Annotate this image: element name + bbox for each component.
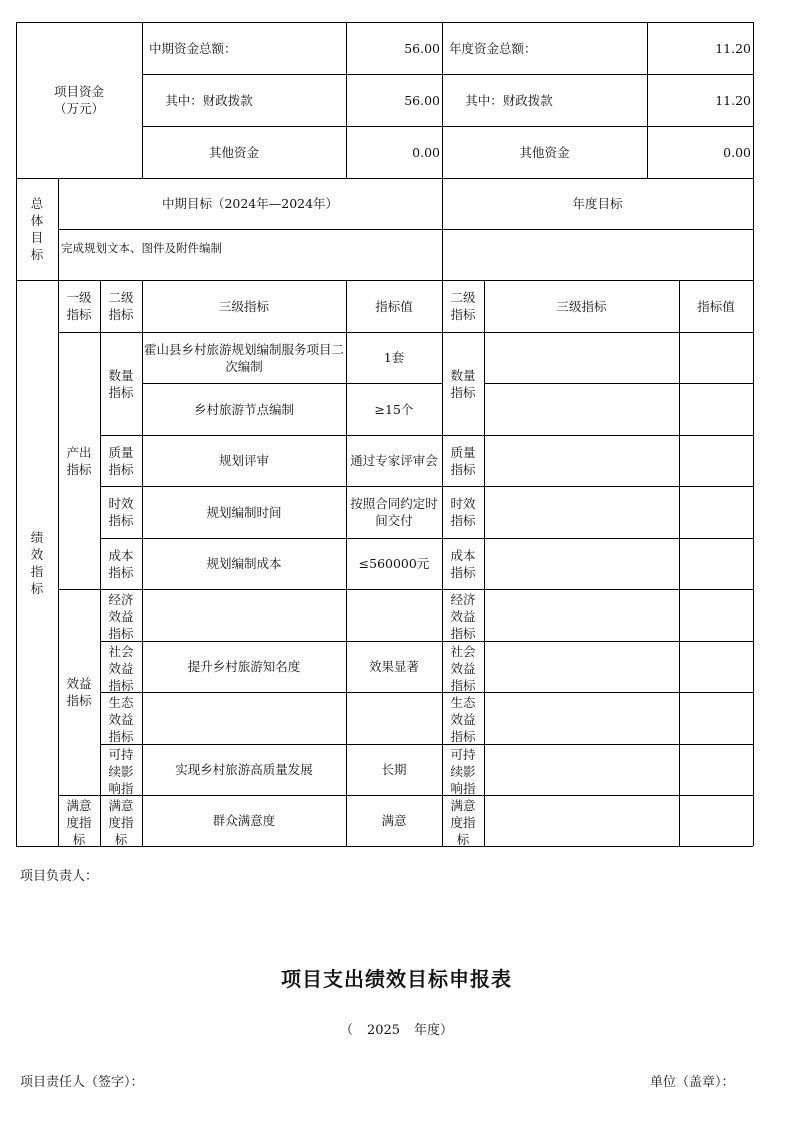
- row-6-level2-right: 社会 效益 指标: [450, 644, 476, 693]
- funds-label: 项目资金 （万元）: [53, 84, 104, 116]
- quantity-indicator-label: 数量 指标: [108, 367, 134, 400]
- header-level3: 三级指标: [218, 298, 269, 314]
- header-level2: 二级 指标: [108, 290, 134, 322]
- row-5-level2: 经济 效益 指标: [108, 592, 134, 641]
- satisfaction-indicator-label: 满意 度指 标: [66, 798, 92, 847]
- benefit-indicator-label: 效益 指标: [66, 676, 92, 708]
- row-5-value: [346, 589, 442, 641]
- report-year: [0, 1019, 793, 1038]
- row-9-level2-right: 满意 度指 标: [450, 798, 476, 847]
- output-indicator-label: 产出 指标: [66, 444, 92, 477]
- row-3-level3: 规划编制时间: [206, 504, 282, 520]
- row-3-value: 按照合同约定时间交付: [350, 496, 438, 528]
- row-2-value: 通过专家评审会: [350, 453, 438, 468]
- row-2-level2: 质量 指标: [108, 444, 134, 477]
- annual-fiscal-value: 11.20: [715, 92, 751, 108]
- mid-total-label: 中期资金总额：: [149, 40, 237, 56]
- row-3-level2: 时效 指标: [108, 496, 134, 528]
- row-7-value: [346, 692, 442, 744]
- row-9-value: 满意: [381, 813, 407, 828]
- row-6-level2: 社会 效益 指标: [108, 644, 134, 693]
- row-4-level2-right: 成本 指标: [450, 547, 476, 580]
- row-5-level2-right: 经济 效益 指标: [450, 592, 476, 641]
- mid-total-value: 56.00: [404, 40, 440, 56]
- row-4-level3: 规划编制成本: [206, 556, 282, 571]
- row-4-level2: 成本 指标: [108, 547, 134, 580]
- header-value-right: 指标值: [697, 298, 735, 314]
- row-6-value: 效果显著: [368, 659, 419, 674]
- annual-goal-text: [442, 229, 753, 280]
- header-level2-right: 二级 指标: [450, 290, 476, 322]
- mid-goal-text: 完成规划文本、图件及附件编制: [61, 240, 222, 255]
- annual-other-value: 0.00: [723, 144, 751, 160]
- document-title: 项目支出绩效目标申报表: [281, 967, 512, 991]
- row-8-value: 长期: [381, 762, 407, 777]
- mid-goal-header: 中期目标（2024年—2024年）: [161, 196, 339, 211]
- row-7-level3: [142, 692, 346, 744]
- row-1-level3: 乡村旅游节点编制: [193, 401, 294, 417]
- responsible-signature-label: 项目责任人（签字）：: [20, 1075, 144, 1090]
- row-8-level2: 可持 续影 响指: [108, 747, 134, 796]
- annual-total-label: 年度资金总额：: [449, 40, 537, 56]
- row-1-value: ≥15个: [374, 401, 414, 417]
- unit-seal-label: 单位（盖章）：: [650, 1075, 735, 1090]
- annual-total-value: 11.20: [715, 40, 751, 56]
- row-9-level3: 群众满意度: [212, 813, 276, 828]
- goals-label: 总 体 目 标: [30, 196, 44, 262]
- year-suffix: 年度）: [414, 1023, 454, 1038]
- mid-fiscal-value: 56.00: [404, 92, 440, 108]
- row-2-level3: 规划评审: [218, 453, 269, 468]
- row-7-level2: 生态 效益 指标: [108, 695, 134, 744]
- header-level1: 一级 指标: [66, 290, 92, 322]
- mid-other-value: 0.00: [412, 144, 440, 160]
- row-8-level3: 实现乡村旅游高质量发展: [175, 762, 313, 777]
- annual-fiscal-label: 其中：财政拨款: [465, 92, 553, 108]
- row-4-value: ≤560000元: [358, 556, 430, 571]
- row-3-level2-right: 时效 指标: [450, 496, 476, 528]
- project-lead-label: 项目负责人：: [20, 869, 99, 884]
- year-open-paren: （: [339, 1023, 353, 1038]
- row-8-level2-right: 可持 续影 响指: [450, 747, 476, 796]
- row-2-level2-right: 质量 指标: [450, 444, 476, 477]
- header-level3-right: 三级指标: [556, 298, 607, 314]
- year-value: 2025: [366, 1023, 401, 1038]
- quantity-indicator-label-right: 数量 指标: [450, 367, 476, 400]
- mid-other-label: 其他资金: [208, 144, 259, 160]
- header-value: 指标值: [375, 298, 413, 314]
- row-6-level3: 提升乡村旅游知名度: [187, 659, 301, 674]
- row-0-level3: 霍山县乡村旅游规划编制服务项目二次编制: [144, 341, 345, 374]
- row-5-level3: [142, 589, 346, 641]
- annual-goal-header: 年度目标: [572, 196, 623, 211]
- perf-label: 绩 效 指 标: [30, 530, 44, 596]
- mid-fiscal-label: 其中：财政拨款: [165, 92, 253, 108]
- annual-other-label: 其他资金: [519, 144, 570, 160]
- row-0-value: 1套: [383, 350, 405, 365]
- row-9-level2: 满意 度指 标: [108, 798, 134, 847]
- row-7-level2-right: 生态 效益 指标: [450, 695, 476, 744]
